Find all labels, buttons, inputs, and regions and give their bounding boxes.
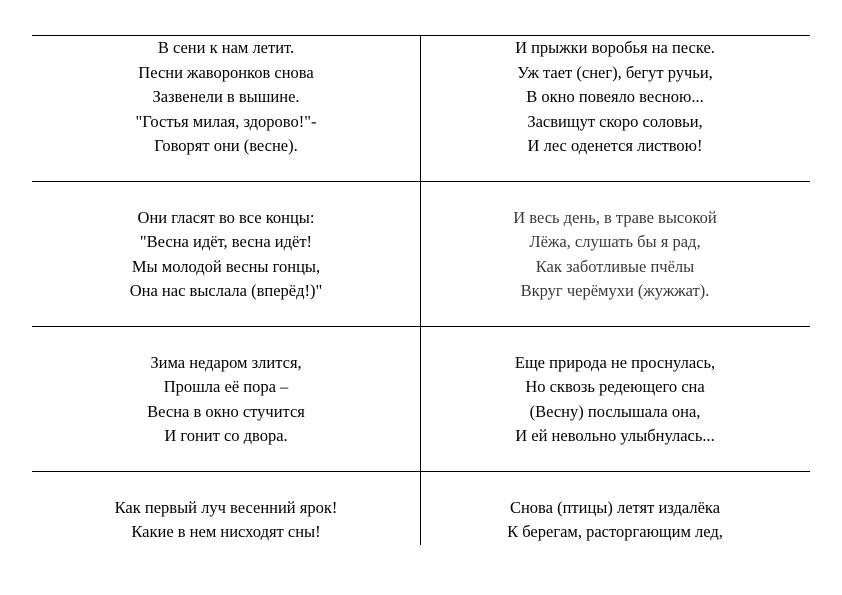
row-divider-3 xyxy=(32,471,810,472)
poem-line: Но сквозь редеющего сна xyxy=(525,377,705,397)
poem-card-row4-left xyxy=(32,496,420,545)
poem-line: "Гостья милая, здорово!"- xyxy=(135,111,317,131)
poem-card-row2-right xyxy=(421,206,809,303)
poem-line: Мы молодой весны гонцы, xyxy=(131,256,321,276)
poem-cards-sheet xyxy=(32,35,810,545)
poem-line: И гонит со двора. xyxy=(164,425,288,445)
poem-line: В окно повеяло весною... xyxy=(526,87,704,107)
poem-line: В сени к нам летит. xyxy=(157,38,295,57)
poem-line: Еще природа не проснулась, xyxy=(514,353,716,372)
poem-line: Как первый луч весенний ярок! xyxy=(114,498,338,517)
poem-line: И весь день, в траве высокой xyxy=(513,208,717,227)
poem-line: Зазвенели в вышине. xyxy=(152,87,300,107)
row-divider-1 xyxy=(32,181,810,182)
poem-line: Они гласят во все концы: xyxy=(137,208,315,227)
poem-line: К берегам, расторгающим лед, xyxy=(507,522,723,542)
poem-line: И ей невольно улыбнулась... xyxy=(515,425,715,445)
poem-line: Весна в окно стучится xyxy=(147,401,305,421)
poem-line: И лес оденется листвою! xyxy=(527,135,703,155)
poem-line: Уж тает (снег), бегут ручьи, xyxy=(517,63,713,82)
poem-line: Снова (птицы) летят издалёка xyxy=(509,498,721,517)
poem-card-row4-right xyxy=(421,496,809,545)
poem-card-row1-left xyxy=(32,61,420,158)
poem-line: Прошла её пора – xyxy=(163,377,289,397)
poem-line: "Весна идёт, весна идёт! xyxy=(139,232,313,252)
poem-card-header-left xyxy=(32,36,420,60)
poem-line: Зима недаром злится, xyxy=(150,353,302,372)
poem-line: Засвищут скоро соловьи, xyxy=(527,111,703,131)
row-divider-2 xyxy=(32,326,810,327)
poem-line: Песни жаворонков снова xyxy=(138,63,314,82)
poem-line: Лёжа, слушать бы я рад, xyxy=(529,232,701,252)
poem-line: Вкруг черёмухи (жужжат). xyxy=(520,280,710,300)
poem-line: И прыжки воробья на песке. xyxy=(515,38,715,57)
poem-line: Какие в нем нисходят сны! xyxy=(131,522,321,542)
poem-card-row3-left xyxy=(32,351,420,448)
poem-card-row1-right xyxy=(421,61,809,158)
poem-line: (Весну) послышала она, xyxy=(529,401,701,421)
poem-line: Она нас выслала (вперёд!)" xyxy=(129,280,323,300)
poem-card-header-right xyxy=(421,36,809,60)
poem-line: Как заботливые пчёлы xyxy=(535,256,695,276)
poem-line: Говорят они (весне). xyxy=(154,135,298,155)
poem-card-row3-right xyxy=(421,351,809,448)
poem-card-row2-left xyxy=(32,206,420,303)
